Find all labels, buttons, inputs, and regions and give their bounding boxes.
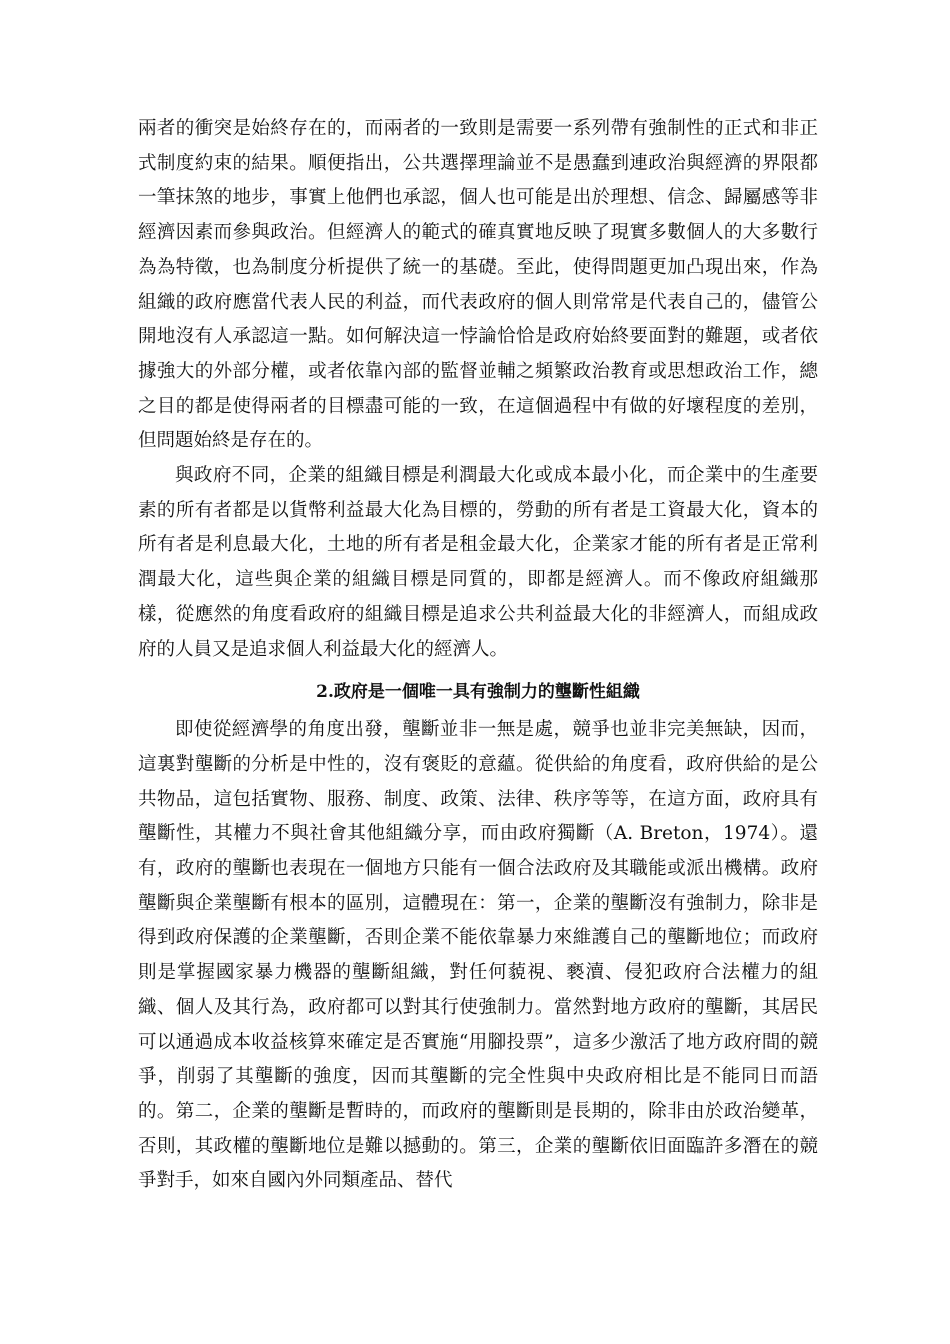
paragraph-monopoly: 即使從經濟學的角度出發，壟斷並非一無是處，競爭也並非完美無缺，因而，這裏對壟斷的分析是中性的，沒有褒貶的意蘊。從供給的角度看，政府供給的是公共物品，這包括實物、服務、制度、政策、法律、秩序等等，在這方面，政府具有壟斷性，其權力不與社會其他組織分享，而由政府獨斷（A. Breton，1974）。還有，政府的壟斷也表現在一個地方只能有一個合法政府及其職能或派出機構。政府壟斷與企業壟斷有根本的區別，這體現在：第一，企業的壟斷沒有強制力，除非是得到政府保護的企業壟斷，否則企業不能依靠暴力來維護自己的壟斷地位；而政府則是掌握國家暴力機器的壟斷組織，對任何藐視、褻瀆、侵犯政府合法權力的組織、個人及其行為，政府都可以對其行使強制力。當然對地方政府的壟斷，其居民可以通過成本收益核算來確定是否實施“用腳投票”，這多少激活了地方政府間的競爭，削弱了其壟斷的強度，因而其壟斷的完全性與中央政府相比是不能同日而語的。第二，企業的壟斷是暫時的，而政府的壟斷則是長期的，除非由於政治變革，否則，其政權的壟斷地位是難以撼動的。第三，企業的壟斷依旧面臨許多潛在的競爭對手，如來自國內外同類產品、替代 bbox=[138, 719, 818, 1192]
section-heading: 2.政府是一個唯一具有強制力的壟斷性組織 bbox=[316, 682, 640, 703]
paragraph-continued: 兩者的衝突是始終存在的，而兩者的一致則是需要一系列帶有強制性的正式和非正式制度約束的結果。順便指出，公共選擇理論並不是愚蠢到連政治與經濟的界限都一筆抹煞的地步，事實上他們也承認，個人也可能是出於理想、信念、歸屬感等非經濟因素而參與政治。但經濟人的範式的確真實地反映了現實多數個人的大多數行為為特徵，也為制度分析提供了統一的基礎。至此，使得問題更加凸現出來，作為組織的政府應當代表人民的利益，而代表政府的個人則常常是代表自己的，儘管公開地沒有人承認這一點。如何解決這一悖論恰恰是政府始終要面對的難題，或者依據強大的外部分權，或者依靠內部的監督並輔之頻繁政治教育或思想政治工作，總之目的都是使得兩者的目標盡可能的一致，在這個過程中有做的好壞程度的差別，但問題始終是存在的。 bbox=[138, 118, 818, 452]
document-page bbox=[138, 112, 818, 1199]
paragraph-enterprise-vs-government: 與政府不同，企業的組織目標是利潤最大化或成本最小化，而企業中的生產要素的所有者都是以貨幣利益最大化為目標的，勞動的所有者是工資最大化，資本的所有者是利息最大化，土地的所有者是租金最大化，企業家才能的所有者是正常利潤最大化，這些與企業的組織目標是同質的，即都是經濟人。而不像政府組織那樣，從應然的角度看政府的組織目標是追求公共利益最大化的非經濟人，而組成政府的人員又是追求個人利益最大化的經濟人。 bbox=[138, 465, 818, 660]
